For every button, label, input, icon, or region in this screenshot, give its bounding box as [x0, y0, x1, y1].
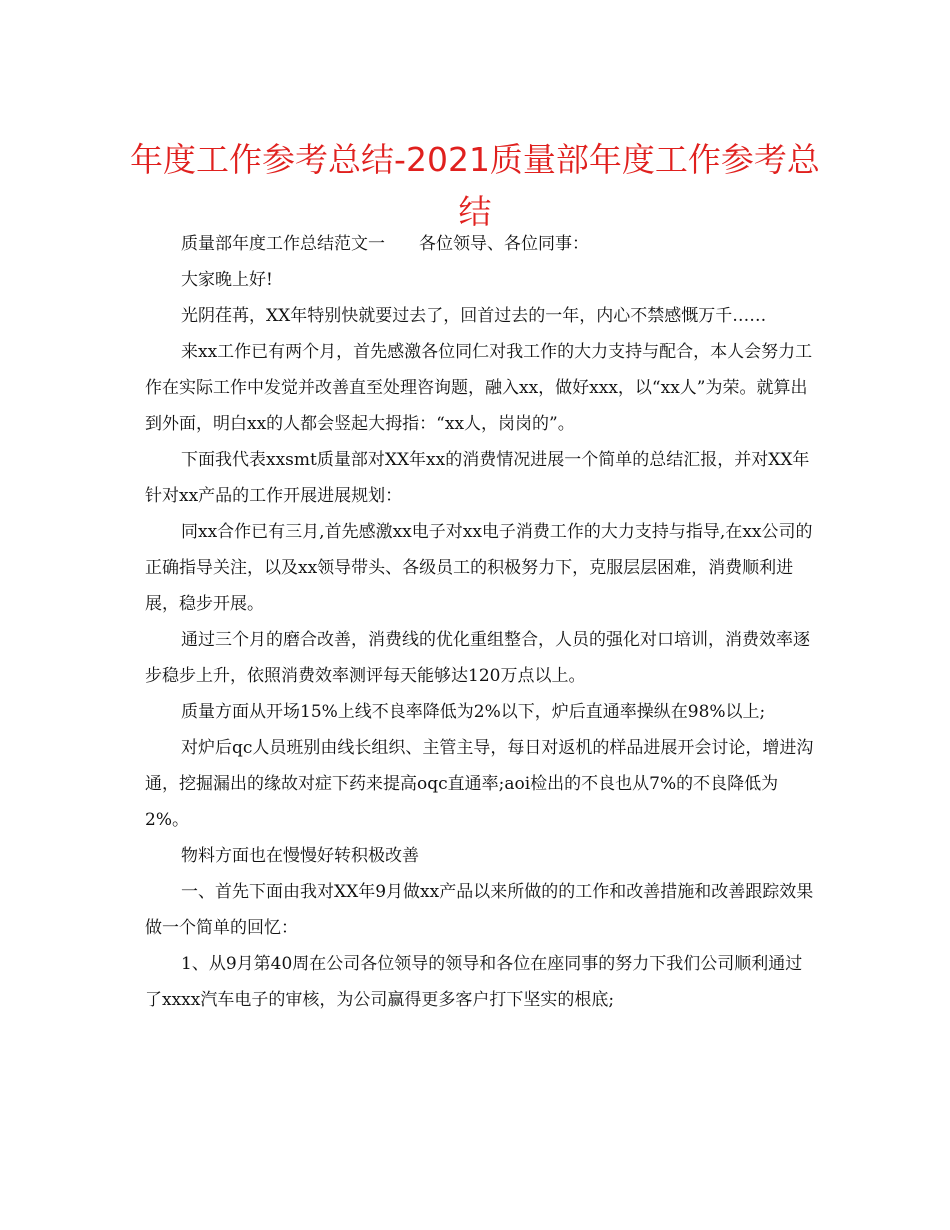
paragraph: 同xx合作已有三月,首先感激xx电子对xx电子消费工作的大力支持与指导,在xx公司的正确指导关注，以及xx领导带头、各级员工的积极努力下，克服层层困难，消费顺利进展，稳步开展。 — [145, 522, 813, 614]
opening-heading: 质量部年度工作总结范文一 — [181, 234, 385, 254]
paragraph: 下面我代表xxsmt质量部对XX年xx的消费情况进展一个简单的总结汇报，并对XX年针对xx产品的工作开展进展规划： — [145, 450, 810, 506]
paragraph: 物料方面也在慢慢好转积极改善 — [181, 846, 419, 866]
paragraph: 大家晚上好! — [181, 270, 273, 290]
paragraph: 质量方面从开场15%上线不良率降低为2%以下，炉后直通率操纵在98%以上; — [181, 702, 766, 722]
opening-paragraph — [145, 226, 815, 262]
title-line-1: 年度工作参考总结-2021质量部年度工作参考总 — [130, 140, 820, 179]
paragraph: 通过三个月的磨合改善，消费线的优化重组整合，人员的强化对口培训，消费效率逐步稳步上升，依照消费效率测评每天能够达120万点以上。 — [145, 630, 810, 686]
opening-address: 各位领导、各位同事： — [419, 234, 589, 254]
paragraph: 光阴荏苒，XX年特别快就要过去了，回首过去的一年，内心不禁感慨万千…… — [181, 306, 767, 326]
document-title — [110, 134, 840, 238]
title-line-2: 结 — [458, 192, 492, 231]
paragraph: 来xx工作已有两个月，首先感激各位同仁对我工作的大力支持与配合，本人会努力工作在实际工作中发觉并改善直至处理咨询题，融入xx，做好xxx，以“xx人”为荣。就算出到外面，明白xx的人都会竖起大拇指：“xx人，岗岗的”。 — [145, 342, 813, 434]
paragraph: 1、从9月第40周在公司各位领导的领导和各位在座同事的努力下我们公司顺利通过了xxxx汽车电子的审核，为公司赢得更多客户打下坚实的根底; — [145, 954, 803, 1010]
paragraph: 对炉后qc人员班别由线长组织、主管主导，每日对返机的样品进展开会讨论，增进沟通，挖掘漏出的缘故对症下药来提高oqc直通率;aoi检出的不良也从7%的不良降低为2%。 — [145, 738, 814, 830]
document-body — [145, 226, 815, 1018]
paragraph: 一、首先下面由我对XX年9月做xx产品以来所做的的工作和改善措施和改善跟踪效果做一个简单的回忆： — [145, 882, 814, 938]
